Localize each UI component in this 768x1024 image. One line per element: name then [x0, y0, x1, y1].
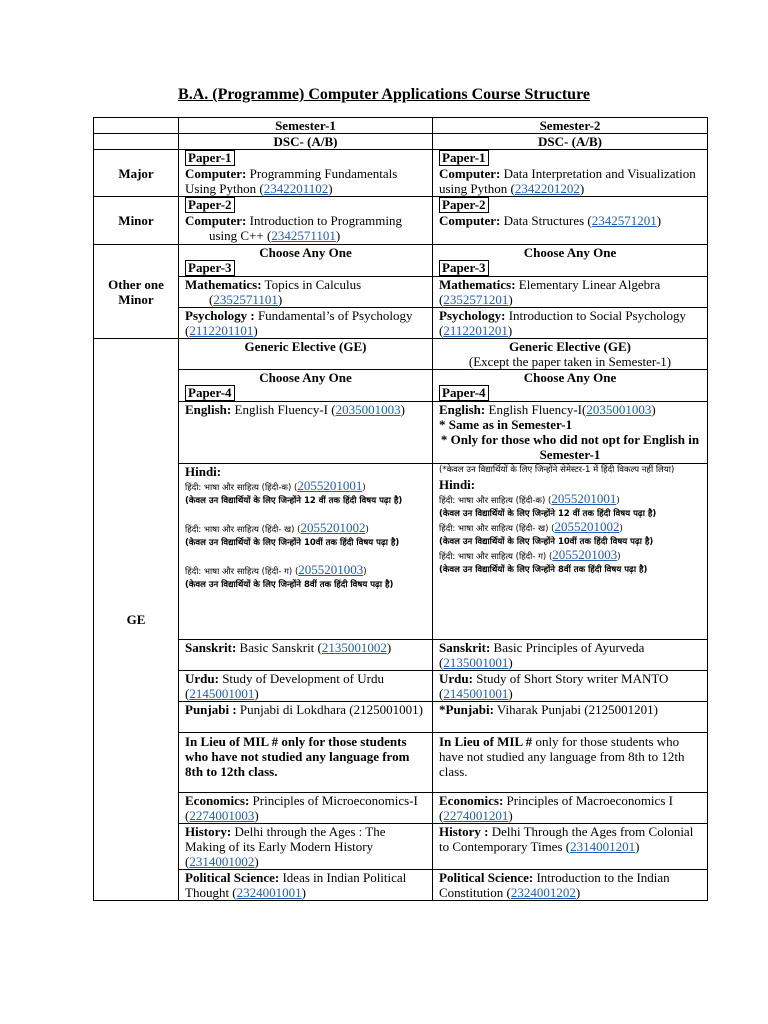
minor-row	[94, 197, 708, 245]
ge-english-row: English: English Fluency-I (2035001003) English: English Fluency-I(2035001003) * Same as in Semester-1 * Only for those who did not opt for English in Semester-1	[94, 402, 708, 464]
ge-economics-row: Economics: Principles of Microeconomics-I (2274001003) Economics: Principles of Macroeconomics I (2274001201)	[94, 793, 708, 824]
course-code-link[interactable]: 2135001002	[321, 640, 387, 655]
ge-mil-row: In Lieu of MIL # only for those students who have not studied any language from 8th to 12th class. In Lieu of MIL # only for those students who have not studied any language from 8th to 12th class.	[94, 733, 708, 793]
paper-label: Paper-4	[185, 385, 235, 401]
course-code-link[interactable]: 2112201101	[189, 323, 254, 338]
course-code-link[interactable]: 2342201102	[263, 181, 329, 196]
row-label-minor: Minor	[94, 197, 179, 245]
course-code-link[interactable]: 2055201003	[552, 547, 618, 562]
major-sem2-cell: Paper-1 Computer: Data Interpretation and Visualization using Python (2342201202)	[433, 150, 708, 197]
dsc-2-header: DSC- (A/B)	[433, 134, 708, 150]
course-code-link[interactable]: 2342201202	[514, 181, 580, 196]
ge-polsci-row: Political Science: Ideas in Indian Political Thought (2324001001) Political Science: Introduction to the Indian Constitution (2324001202)	[94, 870, 708, 901]
course-code-link[interactable]: 2274001003	[189, 808, 255, 823]
row-label-other-minor: Other one Minor	[94, 245, 179, 339]
paper-label: Paper-1	[185, 150, 235, 166]
course-code-link[interactable]: 2352571101	[213, 292, 278, 307]
paper-label: Paper-4	[439, 385, 489, 401]
course-code-link[interactable]: 2314001002	[189, 854, 255, 869]
choose-any-one: Choose Any One	[523, 245, 617, 260]
ge-urdu-row: Urdu: Study of Development of Urdu (2145001001) Urdu: Study of Short Story writer MANTO (2145001001)	[94, 671, 708, 702]
semester-1-header: Semester-1	[179, 118, 433, 134]
course-code-link[interactable]: 2145001001	[189, 686, 255, 701]
ge-history-row: History: Delhi through the Ages : The Making of its Early Modern History (2314001002) History : Delhi Through the Ages from Colonial to Contemporary Times (2314001201)	[94, 824, 708, 870]
semester-2-header: Semester-2	[433, 118, 708, 134]
paper-label: Paper-3	[439, 260, 489, 276]
course-code-link[interactable]: 2135001001	[443, 655, 509, 670]
course-code-link[interactable]: 2324001001	[236, 885, 302, 900]
course-code-link[interactable]: 2112201201	[443, 323, 508, 338]
course-code-link[interactable]: 2035001003	[586, 402, 652, 417]
header-row	[94, 118, 708, 134]
paper-label: Paper-1	[439, 150, 489, 166]
paper-label: Paper-2	[185, 197, 235, 213]
other-minor-psy-row: Psychology : Fundamental’s of Psychology (2112201101) Psychology: Introduction to Social Psychology (2112201201)	[94, 308, 708, 339]
dsc-1-header: DSC- (A/B)	[179, 134, 433, 150]
course-code-link[interactable]: 2274001201	[443, 808, 509, 823]
course-code-link[interactable]: 2145001001	[443, 686, 509, 701]
other-minor-choose-row	[94, 245, 708, 277]
course-code-link[interactable]: 2352571201	[443, 292, 509, 307]
major-sem1-cell: Paper-1 Computer: Programming Fundamentals Using Python (2342201102)	[179, 150, 433, 197]
other-minor-math-row: Mathematics: Topics in Calculus (2352571101) Mathematics: Elementary Linear Algebra (2352571201)	[94, 277, 708, 308]
course-code-link[interactable]: 2342571201	[591, 213, 657, 228]
course-code-link[interactable]: 2055201001	[297, 478, 363, 493]
ge-punjabi-row: Punjabi : Punjabi di Lokdhara (2125001001) *Punjabi: Viharak Punjabi (2125001201)	[94, 702, 708, 733]
course-code-link[interactable]: 2055201002	[554, 519, 620, 534]
course-code-link[interactable]: 2314001201	[570, 839, 636, 854]
ge-hindi-row: Hindi: हिंदी: भाषा और साहित्य (हिंदी-क) (2055201001) (केवल उन विद्यार्थियों के लिए जिन्होंने 12 वीं तक हिंदी विषय पढ़ा है) हिंदी: भाषा और साहित्य (हिंदी- ख) (2055201002) (केवल उन विद्यार्थियों के लिए जिन्होंने 10वीं तक हिंदी विषय पढ़ा है) हिंदी: भाषा और साहित्य (हिंदी- ग) (2055201003) (केवल उन विद्यार्थियों के लिए जिन्होंने 8वीं तक हिंदी विषय पढ़ा है) (*केवल उन विद्यार्थियों के लिए जिन्होंने सेमेस्टर-1 में हिंदी विकल्प नहीं लिया) Hindi: हिंदी: भाषा और साहित्य (हिंदी-क) (2055201001) (केवल उन विद्यार्थियों के लिए जिन्होंने 12 वीं तक हिंदी विषय पढ़ा है) हिंदी: भाषा और साहित्य (हिंदी- ख) (2055201002) (केवल उन विद्यार्थियों के लिए जिन्होंने 10वीं तक हिंदी विषय पढ़ा है) हिंदी: भाषा और साहित्य (हिंदी- ग) (2055201003) (केवल उन विद्यार्थियों के लिए जिन्होंने 8वीं तक हिंदी विषय पढ़ा है)	[94, 464, 708, 640]
course-code-link[interactable]: 2035001003	[335, 402, 401, 417]
course-code-link[interactable]: 2324001202	[510, 885, 576, 900]
paper-label: Paper-3	[185, 260, 235, 276]
paper-label: Paper-2	[439, 197, 489, 213]
row-label-major: Major	[94, 150, 179, 197]
course-code-link[interactable]: 2055201002	[300, 520, 366, 535]
major-row	[94, 150, 708, 197]
row-label-ge: GE	[94, 339, 179, 901]
ge-sanskrit-row: Sanskrit: Basic Sanskrit (2135001002) Sanskrit: Basic Principles of Ayurveda (2135001001)	[94, 640, 708, 671]
course-code-link[interactable]: 2055201001	[551, 491, 617, 506]
course-code-link[interactable]: 2055201003	[298, 562, 364, 577]
ge-choose-row: Choose Any One Paper-4 Choose Any One Paper-4	[94, 370, 708, 402]
course-structure-table	[93, 117, 708, 901]
course-code-link[interactable]: 2342571101	[271, 228, 336, 243]
page-title: B.A. (Programme) Computer Applications Course Structure	[178, 86, 590, 103]
choose-any-one: Choose Any One	[259, 245, 352, 260]
ge-header-row: GE Generic Elective (GE) Generic Elective (GE) (Except the paper taken in Semester-1)	[94, 339, 708, 370]
minor-sem2-cell: Paper-2 Computer: Data Structures (2342571201)	[433, 197, 708, 245]
dsc-row	[94, 134, 708, 150]
minor-sem1-cell: Paper-2 Computer: Introduction to Programming using C++ (2342571101)	[179, 197, 433, 245]
